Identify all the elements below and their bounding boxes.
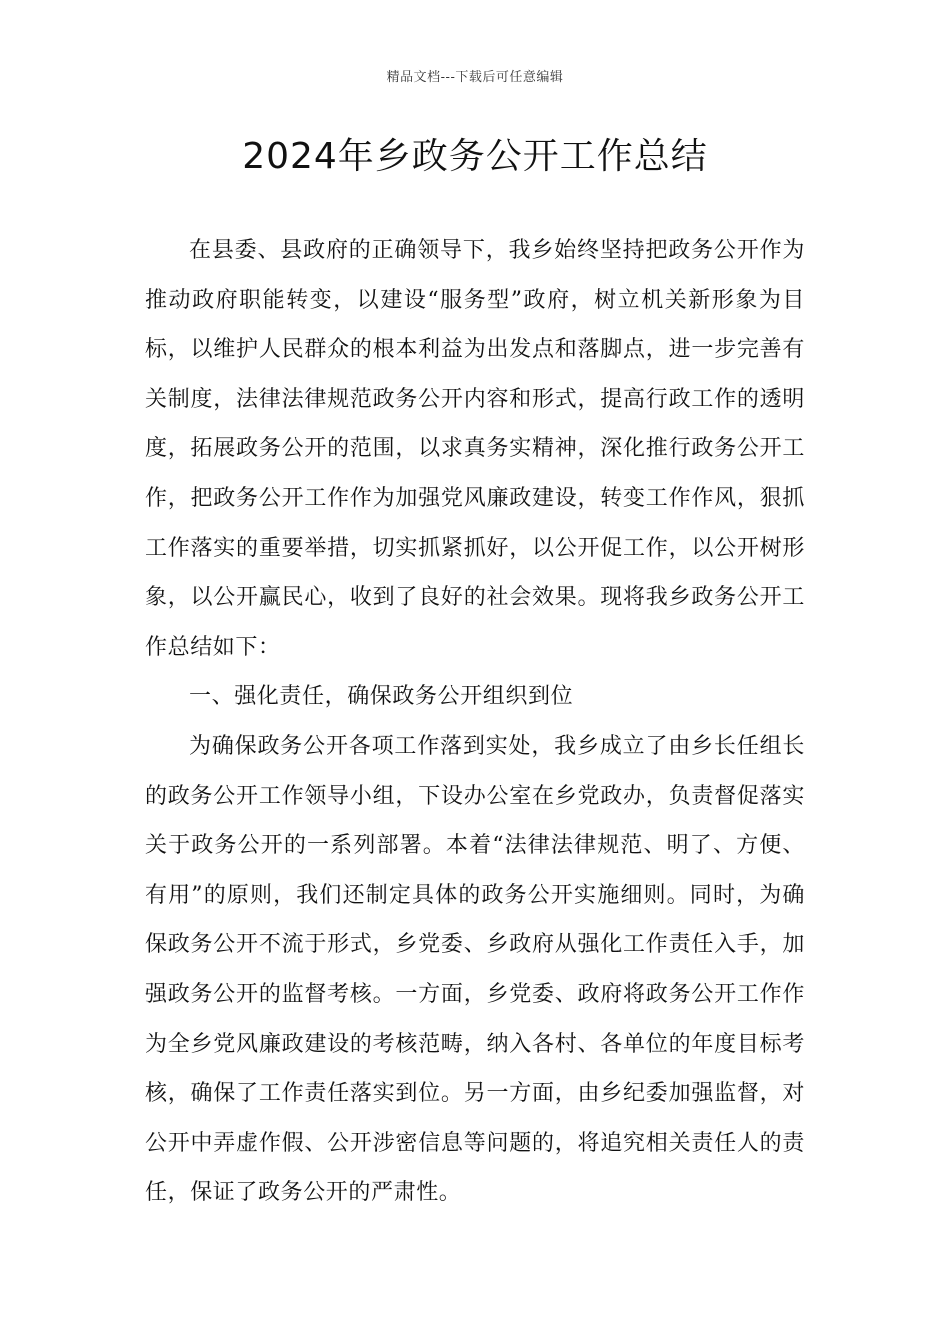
- section-paragraph: 为确保政务公开各项工作落到实处，我乡成立了由乡长任组长的政务公开工作领导小组，下设办公室在乡党政办，负责督促落实关于政务公开的一系列部署。本着“法律法律规范、明了、方便、有用”的原则，我们还制定具体的政务公开实施细则。同时，为确保政务公开不流于形式，乡党委、乡政府从强化工作责任入手，加强政务公开的监督考核。一方面，乡党委、政府将政务公开工作作为全乡党风廉政建设的考核范畴，纳入各村、各单位的年度目标考核，确保了工作责任落实到位。另一方面，由乡纪委加强监督，对公开中弄虚作假、公开涉密信息等问题的，将追究相关责任人的责任，保证了政务公开的严肃性。: [145, 733, 805, 1206]
- header-note: 精品文档---下载后可任意编辑: [386, 70, 564, 85]
- intro-paragraph: 在县委、县政府的正确领导下，我乡始终坚持把政务公开作为推动政府职能转变，以建设“服务型”政府，树立机关新形象为目标，以维护人民群众的根本利益为出发点和落脚点，进一步完善有关制度，法律法律规范政务公开内容和形式，提高行政工作的透明度，拓展政务公开的范围，以求真务实精神，深化推行政务公开工作，把政务公开工作作为加强党风廉政建设，转变工作作风，狠抓工作落实的重要举措，切实抓紧抓好，以公开促工作，以公开树形象，以公开赢民心，收到了良好的社会效果。现将我乡政务公开工作总结如下：: [145, 238, 805, 660]
- section-heading: 一、强化责任，确保政务公开组织到位: [189, 684, 574, 710]
- document-title: 2024年乡政务公开工作总结: [242, 136, 708, 177]
- document-body: [145, 226, 805, 1218]
